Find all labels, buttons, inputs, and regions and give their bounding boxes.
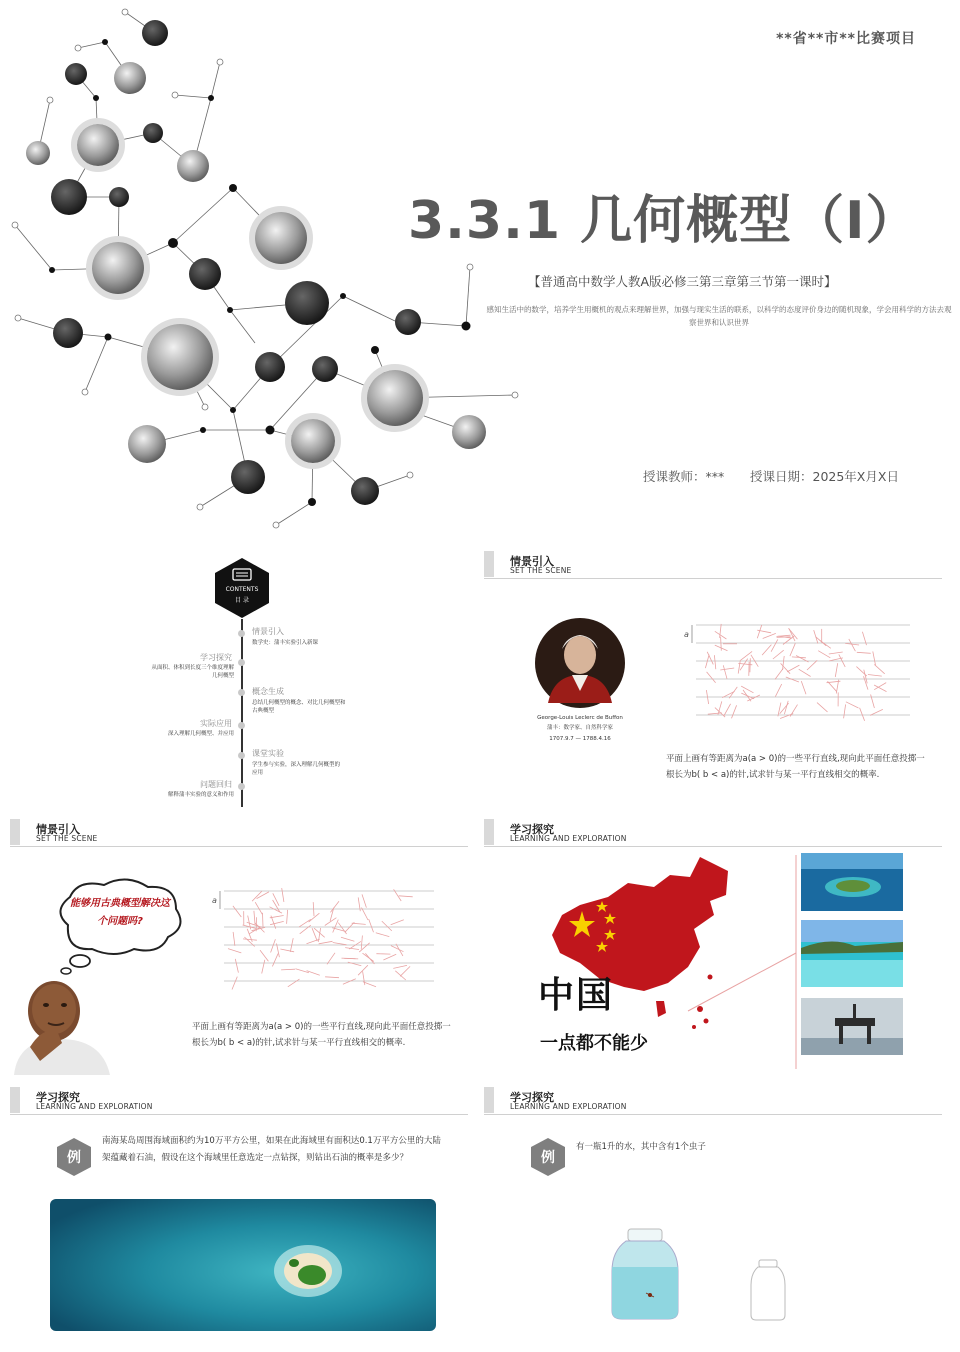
needle xyxy=(352,923,366,924)
buffon-needle-diagram xyxy=(210,887,436,997)
toc-item-title[interactable]: 概念生成 xyxy=(252,687,284,696)
needle xyxy=(849,639,856,651)
needle xyxy=(263,913,264,927)
needle xyxy=(307,939,320,944)
needle xyxy=(835,663,837,677)
needle xyxy=(271,939,276,952)
oil-rig-photo xyxy=(801,998,903,1055)
problem-text: 平面上画有等距离为a(a > 0)的一些平行直线,现向此平面任意投掷一根长为b( b < a)的针,试求针与某一平行直线相交的概率. xyxy=(666,754,925,780)
calligraphy-china: 中国 xyxy=(538,974,615,1016)
needle xyxy=(243,939,257,940)
needle xyxy=(255,902,262,914)
needle xyxy=(383,954,396,960)
example-badge-text: 例 xyxy=(67,1150,81,1166)
needle xyxy=(820,640,831,648)
timeline-dot xyxy=(238,689,245,696)
example-badge-text: 例 xyxy=(541,1150,555,1166)
explore-slide-bottle xyxy=(484,1081,952,1349)
needle xyxy=(729,687,737,698)
island-photo xyxy=(801,853,903,911)
water-bottle-with-bug xyxy=(610,1227,680,1321)
needle xyxy=(741,686,753,693)
needle xyxy=(790,643,795,656)
needle xyxy=(262,960,265,974)
needle xyxy=(235,959,238,973)
toc-item-sub: 深入理解几何概型、并应用 xyxy=(167,731,234,737)
needle xyxy=(363,971,365,985)
empty-bottle xyxy=(750,1259,786,1321)
lesson-description: 感知生活中的数学，培养学生用概机的观点来理解世界，加强与现实生活的联系，以科学的态度评价身边的随机现象，学会用科学的方法去观察世界和认识世界 xyxy=(486,305,952,327)
needle xyxy=(313,902,314,916)
header-bar xyxy=(484,819,494,845)
needle xyxy=(738,660,740,674)
explore-slide-island xyxy=(10,1081,478,1349)
needle xyxy=(327,953,335,965)
header-bar xyxy=(10,1087,20,1113)
needle xyxy=(382,921,392,931)
needle xyxy=(763,633,776,638)
needle xyxy=(270,907,283,913)
needle xyxy=(362,908,369,920)
needle xyxy=(359,943,370,952)
needle xyxy=(868,675,882,677)
needle xyxy=(288,979,300,987)
needle xyxy=(792,657,806,658)
needle xyxy=(801,681,806,694)
needle xyxy=(741,693,754,699)
slide-title: 学习探究 xyxy=(510,823,554,836)
header-divider xyxy=(10,846,468,847)
needle xyxy=(724,704,731,716)
toc-item-title[interactable]: 实际应用 xyxy=(200,719,232,728)
needle xyxy=(232,977,237,990)
needle xyxy=(338,923,346,934)
slide-title: 学习探究 xyxy=(36,1091,80,1104)
timeline-dot xyxy=(238,783,245,790)
thought-text: 能够用古典概型解决这个问题吗? xyxy=(70,898,170,927)
slide-title-en: LEARNING AND EXPLORATION xyxy=(510,834,627,843)
needle xyxy=(829,658,843,661)
buffon-portrait xyxy=(534,617,626,709)
needle xyxy=(817,703,828,712)
contents-slide xyxy=(0,545,476,813)
needle xyxy=(342,958,356,959)
scene-slide-question xyxy=(10,813,478,1081)
needle xyxy=(391,920,404,925)
needle xyxy=(720,668,734,670)
needle xyxy=(393,965,407,968)
toc-item-title[interactable]: 课堂实验 xyxy=(252,749,284,758)
header-bar xyxy=(10,819,20,845)
toc-item-title[interactable]: 问题回归 xyxy=(200,780,232,789)
contents-timeline xyxy=(241,619,243,807)
header-divider xyxy=(10,1114,468,1115)
timeline-dot xyxy=(238,722,245,729)
needle xyxy=(233,906,241,917)
ocean-island-photo xyxy=(50,1199,436,1331)
needle xyxy=(399,896,413,897)
needle xyxy=(775,668,783,679)
needle xyxy=(330,901,339,912)
needle xyxy=(778,703,781,717)
needle xyxy=(747,695,760,701)
needle xyxy=(273,893,279,906)
needle xyxy=(330,908,334,922)
needle xyxy=(233,932,235,946)
header-divider xyxy=(484,578,942,579)
needle xyxy=(873,651,876,665)
needle xyxy=(874,664,884,673)
timeline-dot xyxy=(238,752,245,759)
needle xyxy=(270,916,284,918)
toc-item-title[interactable]: 情景引入 xyxy=(252,627,284,636)
needle xyxy=(270,921,284,924)
needle xyxy=(280,949,294,952)
example-problem-text: 南海某岛周围海域面积约为10万平方公里，如果在此海域里有面积达0.1万平方公里的大陆架蕴藏着石油，假设在这个海域里任意选定一点钻探，则钻出石油的概率是多少？ xyxy=(102,1136,441,1163)
needle xyxy=(732,705,737,718)
needle xyxy=(708,713,722,714)
needle xyxy=(829,652,843,654)
title-slide xyxy=(0,0,960,540)
needle xyxy=(282,888,284,902)
needle xyxy=(777,637,791,638)
slide-title-en: LEARNING AND EXPLORATION xyxy=(510,1102,627,1111)
needle xyxy=(363,953,374,961)
needle xyxy=(299,919,311,927)
needle xyxy=(707,672,716,683)
lagoon-photo xyxy=(801,920,903,987)
needle xyxy=(400,966,410,976)
contents-label-cn: 目 录 xyxy=(235,597,249,604)
needle xyxy=(846,702,859,708)
needle xyxy=(319,941,333,944)
needle xyxy=(281,969,295,970)
needle xyxy=(773,650,784,659)
date-label: 授课日期：2025年X月X日 xyxy=(750,469,899,484)
problem-text: 平面上画有等距离为a(a > 0)的一些平行直线,现向此平面任意投掷一根长为b( b < a)的针,试求针与某一平行直线相交的概率. xyxy=(192,1022,451,1048)
needle xyxy=(723,665,727,679)
needle xyxy=(361,936,362,950)
needle xyxy=(376,933,390,937)
lesson-title: 3.3.1 几何概型（I） xyxy=(408,191,919,251)
portrait-caption-role: 蒲丰：数学家、自然科学家 xyxy=(546,725,613,731)
explore-slide-china xyxy=(484,813,952,1081)
contents-label-en: CONTENTS xyxy=(225,586,259,593)
timeline-dot xyxy=(238,659,245,666)
toc-item-title[interactable]: 学习探究 xyxy=(200,653,232,662)
header-divider xyxy=(484,846,942,847)
needle xyxy=(343,979,356,984)
needle xyxy=(287,910,288,924)
slide-title-en: LEARNING AND EXPLORATION xyxy=(36,1102,153,1111)
needle xyxy=(257,892,269,899)
needle xyxy=(871,695,875,709)
needle xyxy=(757,625,761,638)
slide-title-en: SET THE SCENE xyxy=(510,566,572,575)
header-bar xyxy=(484,1087,494,1113)
needle xyxy=(771,639,778,651)
needle xyxy=(814,630,818,643)
needle xyxy=(362,894,366,907)
thinking-man-illustration xyxy=(10,969,116,1075)
needle xyxy=(775,684,781,697)
needle xyxy=(369,919,374,932)
example-problem-text: 有一瓶1升的水，其中含有1个虫子 xyxy=(576,1142,706,1152)
lesson-subtitle: 【普通高中数学人教A版必修三第三章第三节第一课时】 xyxy=(528,274,837,289)
slide-title: 学习探究 xyxy=(510,1091,554,1104)
needle xyxy=(743,690,751,701)
needle xyxy=(333,943,347,945)
needle xyxy=(333,920,339,933)
needle xyxy=(325,977,339,978)
portrait-caption-name: George-Louis Leclerc de Buffon xyxy=(537,715,623,721)
scene-slide-buffon xyxy=(484,545,952,813)
needle xyxy=(828,681,837,691)
spacing-label: a xyxy=(212,896,217,905)
needle xyxy=(228,949,241,953)
spacing-label: a xyxy=(684,630,689,639)
needle xyxy=(860,708,865,721)
buffon-needle-diagram xyxy=(682,621,912,731)
needle xyxy=(345,948,359,950)
needle xyxy=(781,663,791,673)
toc-item-sub: 从面积、体积到长度三个维度理解几何概型 xyxy=(151,665,234,679)
needle xyxy=(714,655,715,669)
molecule-network-illustration xyxy=(0,0,530,540)
needle xyxy=(721,637,722,651)
needle xyxy=(799,669,811,676)
timeline-dot xyxy=(238,630,245,637)
calligraphy-slogan: 一点都不能少 xyxy=(540,1033,648,1054)
needle xyxy=(780,703,789,714)
slide-title-en: SET THE SCENE xyxy=(36,834,98,843)
needle xyxy=(341,937,354,941)
needle xyxy=(277,944,280,958)
teacher-label: 授课教师：*** xyxy=(643,469,725,484)
slide-title: 情景引入 xyxy=(510,555,554,568)
needle xyxy=(786,677,799,682)
needle xyxy=(260,950,268,961)
needle xyxy=(272,954,278,967)
competition-label: **省**市**比赛项目 xyxy=(776,31,916,47)
needle xyxy=(318,928,320,942)
needle xyxy=(844,704,846,718)
toc-item-sub: 数学史：蒲丰实验引入新课 xyxy=(252,640,319,646)
needle xyxy=(787,665,799,672)
needle xyxy=(818,651,830,658)
needle xyxy=(780,714,793,719)
needle xyxy=(762,645,771,656)
toc-item-sub: 学生参与实验，深入理解几何概型的应用 xyxy=(252,762,341,776)
needle xyxy=(870,709,883,715)
needle xyxy=(783,656,785,670)
pointer-line xyxy=(684,853,804,1073)
header-divider xyxy=(484,1114,942,1115)
needle xyxy=(300,925,311,934)
toc-item-sub: 解释蒲丰实验的意义和作用 xyxy=(167,792,234,798)
toc-item-sub: 总结几何概型的概念、对比几何概型和古典概型 xyxy=(252,700,346,714)
slide-title: 情景引入 xyxy=(36,823,80,836)
portrait-caption-dates: 1707.9.7 — 1788.4.16 xyxy=(549,736,611,742)
needle xyxy=(857,652,871,653)
header-bar xyxy=(484,551,494,577)
